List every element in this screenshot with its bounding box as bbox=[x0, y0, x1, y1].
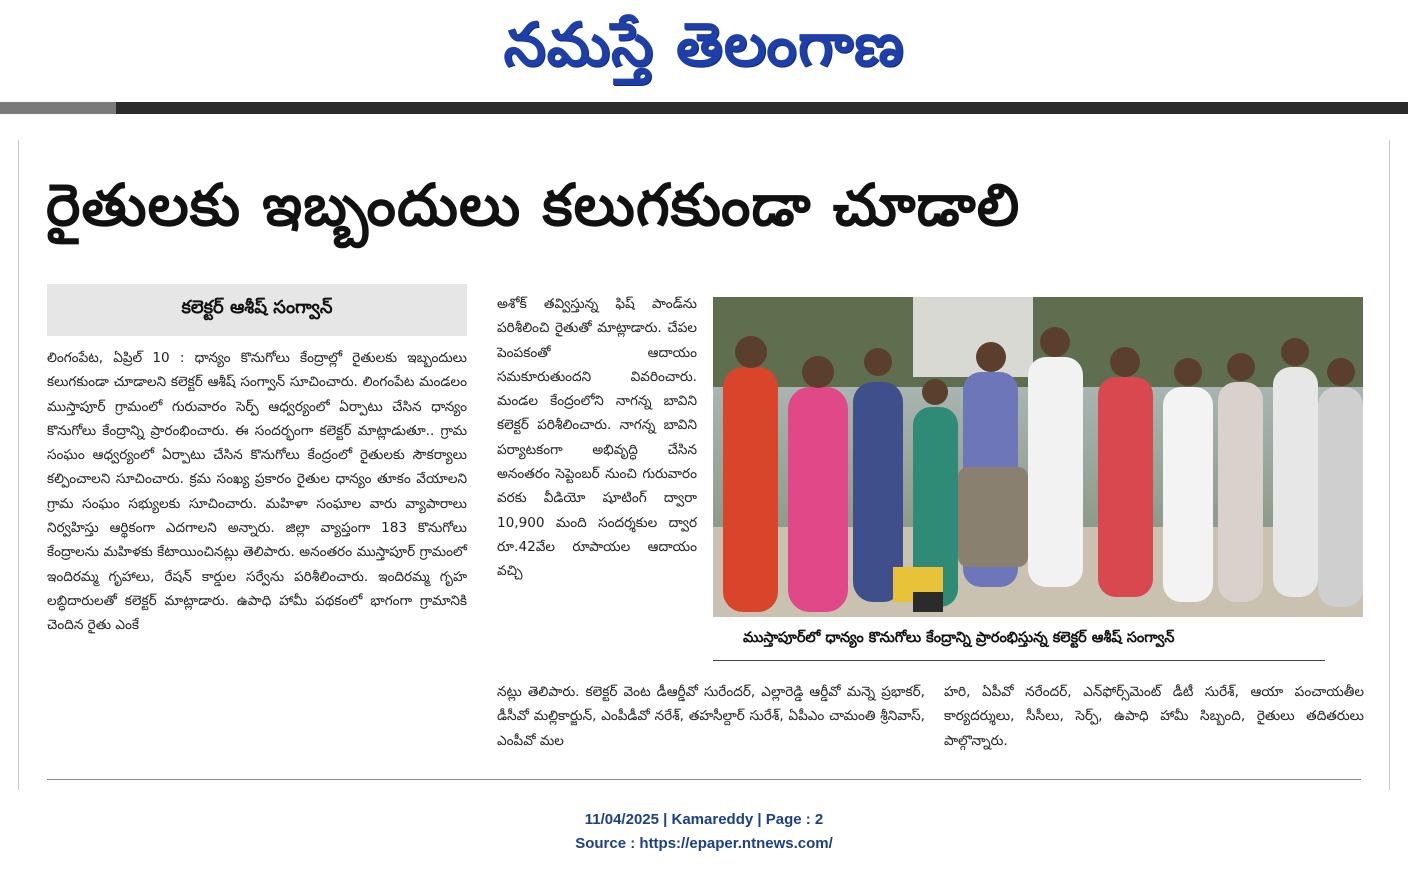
footer-source: Source : https://epaper.ntnews.com/ bbox=[575, 835, 833, 852]
news-photo bbox=[713, 297, 1363, 617]
masthead-rule bbox=[0, 102, 1408, 114]
clipping-bottom-rule bbox=[47, 779, 1361, 780]
article-headline: రైతులకు ఇబ్బందులు కలుగకుండా చూడాలి bbox=[46, 171, 1021, 239]
column-2-text: అశోక్ తవ్విస్తున్న ఫిష్ పాండ్‌ను పరిశీలించి రైతుతో మాట్లాడారు. చేపల పెంపకంతో ఆదాయం సమకూరుతుందని వివరించారు. మండల కేంద్రంలోని నాగన్న బావిని కలెక్టర్ పరిశీలించారు. నాగన్న బావిని పర్యాటకంగా అభివృద్ధి చేసిన అనంతరం సెప్టెంబర్ నుంచి గురువారం వరకు వీడియో షూటింగ్ ద్వారా 10,900 మంది సందర్శకుల ద్వార రూ.42వేల రూపాయల ఆదాయం వచ్చి bbox=[497, 296, 697, 580]
clipping-border-right bbox=[1389, 140, 1390, 790]
clipping-border-left bbox=[18, 140, 19, 790]
photo-caption-text: ముస్తాపూర్‌లో ధాన్యం కొనుగోలు కేంద్రాన్ని ప్రారంభిస్తున్న కలెక్టర్ ఆశీష్ సంగ్వాన్ bbox=[743, 630, 1175, 646]
column-4-text: హరి, ఏపీవో నరేందర్, ఎన్‌ఫోర్స్‌మెంట్ డీటీ సురేశ్, ఆయా పంచాయతీల కార్యదర్శులు, సీసీలు, సెర్ప్, ఉపాధి హామీ సిబ్బంది, రైతులు తదితరులు పాల్గొన్నారు. bbox=[944, 684, 1364, 749]
page-footer bbox=[0, 808, 1408, 856]
article-column-3 bbox=[497, 680, 925, 753]
column-3-text: నట్లు తెలిపారు. కలెక్టర్ వెంట డీఆర్డీవో సురేందర్, ఎల్లారెడ్డి ఆర్డీవో మన్నె ప్రభాకర్, డీసీవో మల్లికార్జున్, ఎంపీడీవో నరేశ్, తహసీల్దార్ సురేశ్, ఏపీఎం చామంతి శ్రీనివాస్, ఎంపీవో మల bbox=[497, 684, 925, 749]
article-column-2 bbox=[497, 292, 697, 584]
photo-caption bbox=[713, 624, 1325, 661]
footer-date-edition: 11/04/2025 | Kamareddy | Page : 2 bbox=[584, 811, 824, 828]
article-subhead: కలెక్టర్ ఆశీష్ సంగ్వాన్ bbox=[181, 297, 333, 318]
newspaper-logo: నమస్తే తెలంగాణ bbox=[503, 10, 905, 80]
article-column-4 bbox=[944, 680, 1364, 753]
masthead bbox=[0, 0, 1408, 100]
subhead-box bbox=[47, 284, 467, 336]
column-1-text: లింగంపేట, ఏప్రిల్ 10 : ధాన్యం కొనుగోలు కేంద్రాల్లో రైతులకు ఇబ్బందులు కలుగకుండా చూడాలని కలెక్టర్ ఆశీష్ సంగ్వాన్ సూచించారు. లింగంపేట మండలం ముస్తాపూర్ గ్రామంలో గురువారం సెర్ప్ ఆధ్వర్యంలో ఏర్పాటు చేసిన ధాన్యం కొనుగోలు కేంద్రాన్ని ప్రారంభించారు. ఈ సందర్భంగా కలెక్టర్ మాట్లాడుతూ.. గ్రామ సంఘం ఆధ్వర్యంలో ఏర్పాటు చేసిన కొనుగోలు కేంద్రంలో రైతులకు సౌకర్యాలు కల్పించాలని సూచించారు. క్రమ సంఖ్య ప్రకారం రైతుల ధాన్యం తూకం వేయాలని గ్రామ సంఘం సభ్యులకు సూచించారు. మహిళా సంఘాల వారు వ్యాపారాలు నిర్వహిస్తు ఆర్థికంగా ఎదగాలని అన్నారు. జిల్లా వ్యాప్తంగా 183 కొనుగోలు కేంద్రాలను మహిళకు కేటాయించినట్లు తెలిపారు. అనంతరం ముస్తాపూర్ గ్రామంలో ఇందిరమ్మ గృహాలు, రేషన్ కార్డుల సర్వేను పరిశీలించారు. ఇందిరమ్మ గృహ లబ్ధిదారులతో కలెక్టర్ మాట్లాడారు. ఉపాధి హామీ పథకంలో భాగంగా గ్రామానికి చెందిన రైతు ఎంకే bbox=[47, 350, 467, 634]
article-column-1 bbox=[47, 346, 467, 638]
